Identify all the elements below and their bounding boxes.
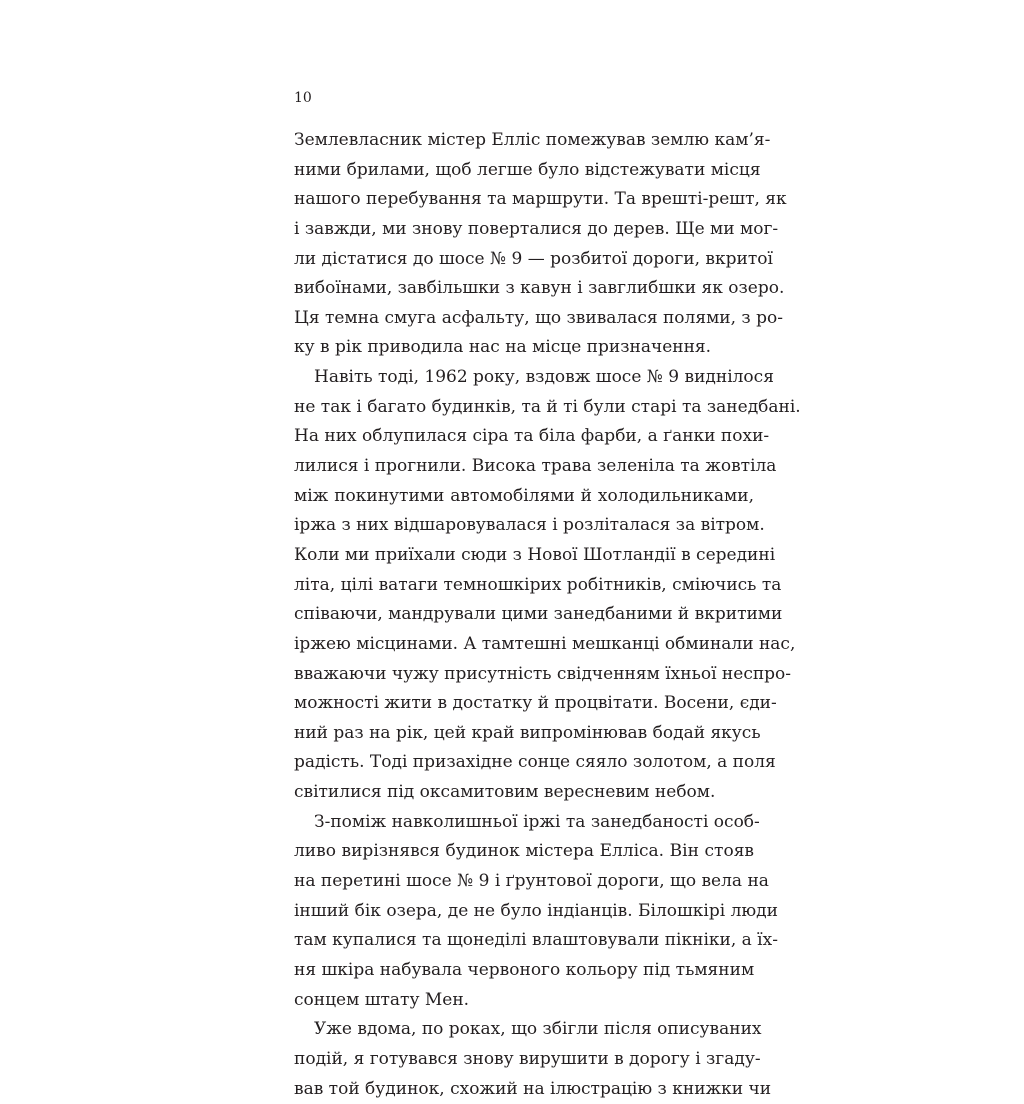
- text-line: ний раз на рік, цей край випромінював бодай якусь: [294, 719, 754, 749]
- text-line: Землевласник містер Елліс помежував землю кам’я-: [294, 126, 754, 156]
- paragraph: [294, 126, 754, 363]
- text-line: радість. Тоді призахідне сонце сяяло золотом, а поля: [294, 748, 754, 778]
- paragraph: [294, 808, 754, 1015]
- text-line: літа, цілі ватаги темношкірих робітників, сміючись та: [294, 571, 754, 601]
- text-line: вав той будинок, схожий на ілюстрацію з книжки чи: [294, 1075, 754, 1104]
- text-line: Коли ми приїхали сюди з Нової Шотландії в середині: [294, 541, 754, 571]
- text-line: іржею місцинами. А тамтешні мешканці обминали нас,: [294, 630, 754, 660]
- text-line: на перетині шосе № 9 і ґрунтової дороги, що вела на: [294, 867, 754, 897]
- text-line: Ця темна смуга асфальту, що звивалася полями, з ро-: [294, 304, 754, 334]
- paragraph: [294, 363, 754, 808]
- text-line: іржа з них відшаровувалася і розліталася за вітром.: [294, 511, 754, 541]
- text-line: нашого перебування та маршрути. Та врешті-решт, як: [294, 185, 754, 215]
- text-line: співаючи, мандрували цими занедбаними й вкритими: [294, 600, 754, 630]
- text-line: світилися під оксамитовим вересневим небом.: [294, 778, 754, 808]
- text-line: З-поміж навколишньої іржі та занедбаності особ-: [294, 808, 754, 838]
- text-line: На них облупилася сіра та біла фарби, а ґанки похи-: [294, 422, 754, 452]
- text-line: ку в рік приводила нас на місце призначення.: [294, 333, 754, 363]
- text-line: там купалися та щонеділі влаштовували пікніки, а їх-: [294, 926, 754, 956]
- text-line: і завжди, ми знову поверталися до дерев. Ще ми мог-: [294, 215, 754, 245]
- text-line: ли дістатися до шосе № 9 — розбитої дороги, вкритої: [294, 245, 754, 275]
- text-line: ними брилами, щоб легше було відстежувати місця: [294, 156, 754, 186]
- text-line: не так і багато будинків, та й ті були старі та занедбані.: [294, 393, 754, 423]
- text-line: між покинутими автомобілями й холодильниками,: [294, 482, 754, 512]
- page-number: 10: [294, 88, 312, 108]
- text-line: вважаючи чужу присутність свідченням їхньої неспро-: [294, 660, 754, 690]
- paragraph: [294, 1015, 754, 1104]
- text-line: ня шкіра набувала червоного кольору під тьмяним: [294, 956, 754, 986]
- text-line: можності жити в достатку й процвітати. Восени, єди-: [294, 689, 754, 719]
- text-line: Уже вдома, по роках, що збігли після описуваних: [294, 1015, 754, 1045]
- text-line: інший бік озера, де не було індіанців. Білошкірі люди: [294, 897, 754, 927]
- body-text: [294, 126, 754, 1104]
- text-line: вибоїнами, завбільшки з кавун і завглибшки як озеро.: [294, 274, 754, 304]
- text-line: лилися і прогнили. Висока трава зеленіла та жовтіла: [294, 452, 754, 482]
- text-line: подій, я готувався знову вирушити в дорогу і згаду-: [294, 1045, 754, 1075]
- text-line: ливо вирізнявся будинок містера Елліса. Він стояв: [294, 837, 754, 867]
- text-line: сонцем штату Мен.: [294, 986, 754, 1016]
- text-line: Навіть тоді, 1962 року, вздовж шосе № 9 виднілося: [294, 363, 754, 393]
